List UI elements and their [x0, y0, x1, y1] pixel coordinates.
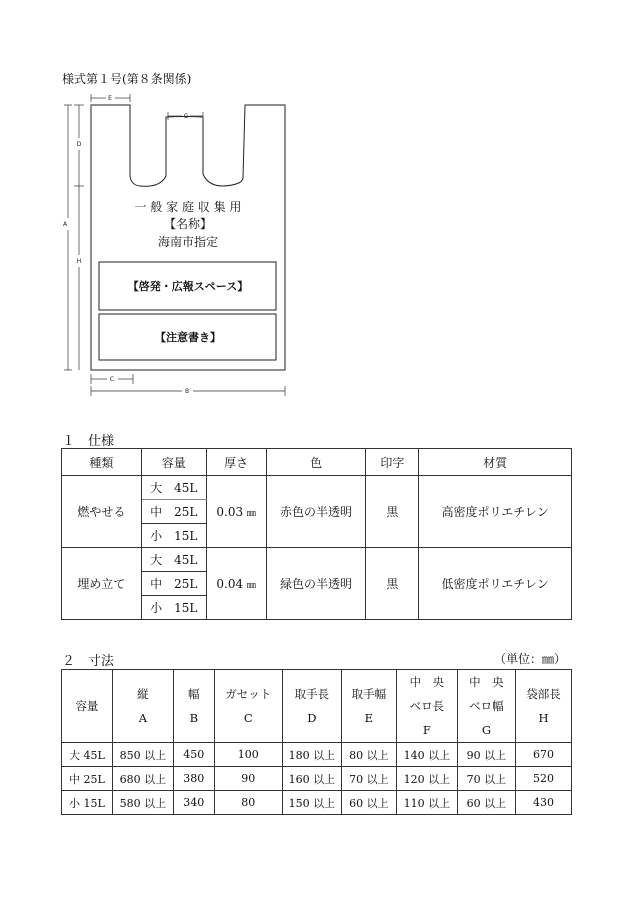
spec-table	[61, 448, 572, 620]
dims-cell: 340	[173, 791, 214, 815]
unit-note: （単位：㎜）	[494, 652, 567, 666]
spec-type: 燃やせる	[62, 476, 142, 548]
dims-header: 容量	[62, 670, 113, 743]
dims-row	[62, 743, 572, 767]
dims-cell: 70 以上	[457, 767, 515, 791]
bag-text-line1: 一 般 家 庭 収 集 用	[134, 200, 242, 214]
dims-cell: 80 以上	[341, 743, 396, 767]
dim-label-a: A	[62, 221, 68, 228]
dims-cell: 160 以上	[282, 767, 341, 791]
dims-header: ガセット C	[214, 670, 282, 743]
dim-label-b: B	[184, 388, 190, 395]
dims-cell: 850 以上	[112, 743, 173, 767]
spec-size: 中 25L	[141, 500, 206, 524]
dim-label-d: D	[76, 141, 82, 148]
dims-header: 中 央 ベロ長 F	[396, 670, 457, 743]
section2-title: ２ 寸法	[62, 654, 115, 669]
bag-diagram	[60, 90, 300, 400]
spec-header: 色	[266, 449, 366, 476]
dims-cell: 80	[214, 791, 282, 815]
dims-header: 取手幅 E	[341, 670, 396, 743]
dim-label-h: H	[76, 258, 82, 265]
dims-cell: 100	[214, 743, 282, 767]
dims-header: 幅 B	[173, 670, 214, 743]
spec-color: 赤色の半透明	[266, 476, 366, 548]
bag-text-line3: 海南市指定	[157, 235, 219, 249]
dims-cell: 180 以上	[282, 743, 341, 767]
promo-box-label: 【啓発・広報スペース】	[127, 280, 249, 293]
spec-header: 印字	[366, 449, 419, 476]
spec-size: 大 45L	[141, 548, 206, 572]
dims-cell: 90	[214, 767, 282, 791]
dims-cell: 380	[173, 767, 214, 791]
form-title: 様式第１号(第８条関係)	[62, 72, 192, 86]
dims-header: 中 央 ベロ幅 G	[457, 670, 515, 743]
dims-cell: 120 以上	[396, 767, 457, 791]
dims-cell: 大 45L	[62, 743, 113, 767]
spec-type: 埋め立て	[62, 548, 142, 620]
dims-cell: 小 15L	[62, 791, 113, 815]
spec-color: 緑色の半透明	[266, 548, 366, 620]
dim-label-e: E	[108, 95, 112, 102]
dims-cell: 450	[173, 743, 214, 767]
dims-cell: 140 以上	[396, 743, 457, 767]
dim-label-c: C	[109, 376, 115, 383]
dims-cell: 110 以上	[396, 791, 457, 815]
spec-size: 大 45L	[141, 476, 206, 500]
spec-row	[62, 548, 572, 572]
dims-row	[62, 791, 572, 815]
dims-cell: 中 25L	[62, 767, 113, 791]
notice-box-label: 【注意書き】	[155, 331, 221, 344]
dims-cell: 90 以上	[457, 743, 515, 767]
dims-cell: 680 以上	[112, 767, 173, 791]
bag-text-line2: 【名称】	[163, 217, 213, 231]
spec-material: 高密度ポリエチレン	[419, 476, 572, 548]
dims-header: 縦 A	[112, 670, 173, 743]
spec-header: 種類	[62, 449, 142, 476]
dims-table	[61, 669, 572, 815]
dims-cell: 520	[515, 767, 571, 791]
dims-cell: 580 以上	[112, 791, 173, 815]
dims-cell: 430	[515, 791, 571, 815]
dims-header: 袋部長 H	[515, 670, 571, 743]
dims-header: 取手長 D	[282, 670, 341, 743]
spec-header-row	[62, 449, 572, 476]
section1-title: １ 仕様	[62, 434, 115, 449]
spec-header: 容量	[141, 449, 206, 476]
dims-cell: 150 以上	[282, 791, 341, 815]
dims-row	[62, 767, 572, 791]
spec-print: 黒	[366, 548, 419, 620]
spec-thickness: 0.04 ㎜	[206, 548, 266, 620]
spec-row	[62, 476, 572, 500]
spec-size: 小 15L	[141, 524, 206, 548]
spec-thickness: 0.03 ㎜	[206, 476, 266, 548]
dims-header-row	[62, 670, 572, 743]
spec-header: 材質	[419, 449, 572, 476]
spec-header: 厚さ	[206, 449, 266, 476]
spec-print: 黒	[366, 476, 419, 548]
spec-material: 低密度ポリエチレン	[419, 548, 572, 620]
dims-cell: 670	[515, 743, 571, 767]
spec-size: 中 25L	[141, 572, 206, 596]
spec-size: 小 15L	[141, 596, 206, 620]
dims-cell: 60 以上	[341, 791, 396, 815]
dims-cell: 60 以上	[457, 791, 515, 815]
dim-label-g: G	[183, 113, 189, 120]
dims-cell: 70 以上	[341, 767, 396, 791]
